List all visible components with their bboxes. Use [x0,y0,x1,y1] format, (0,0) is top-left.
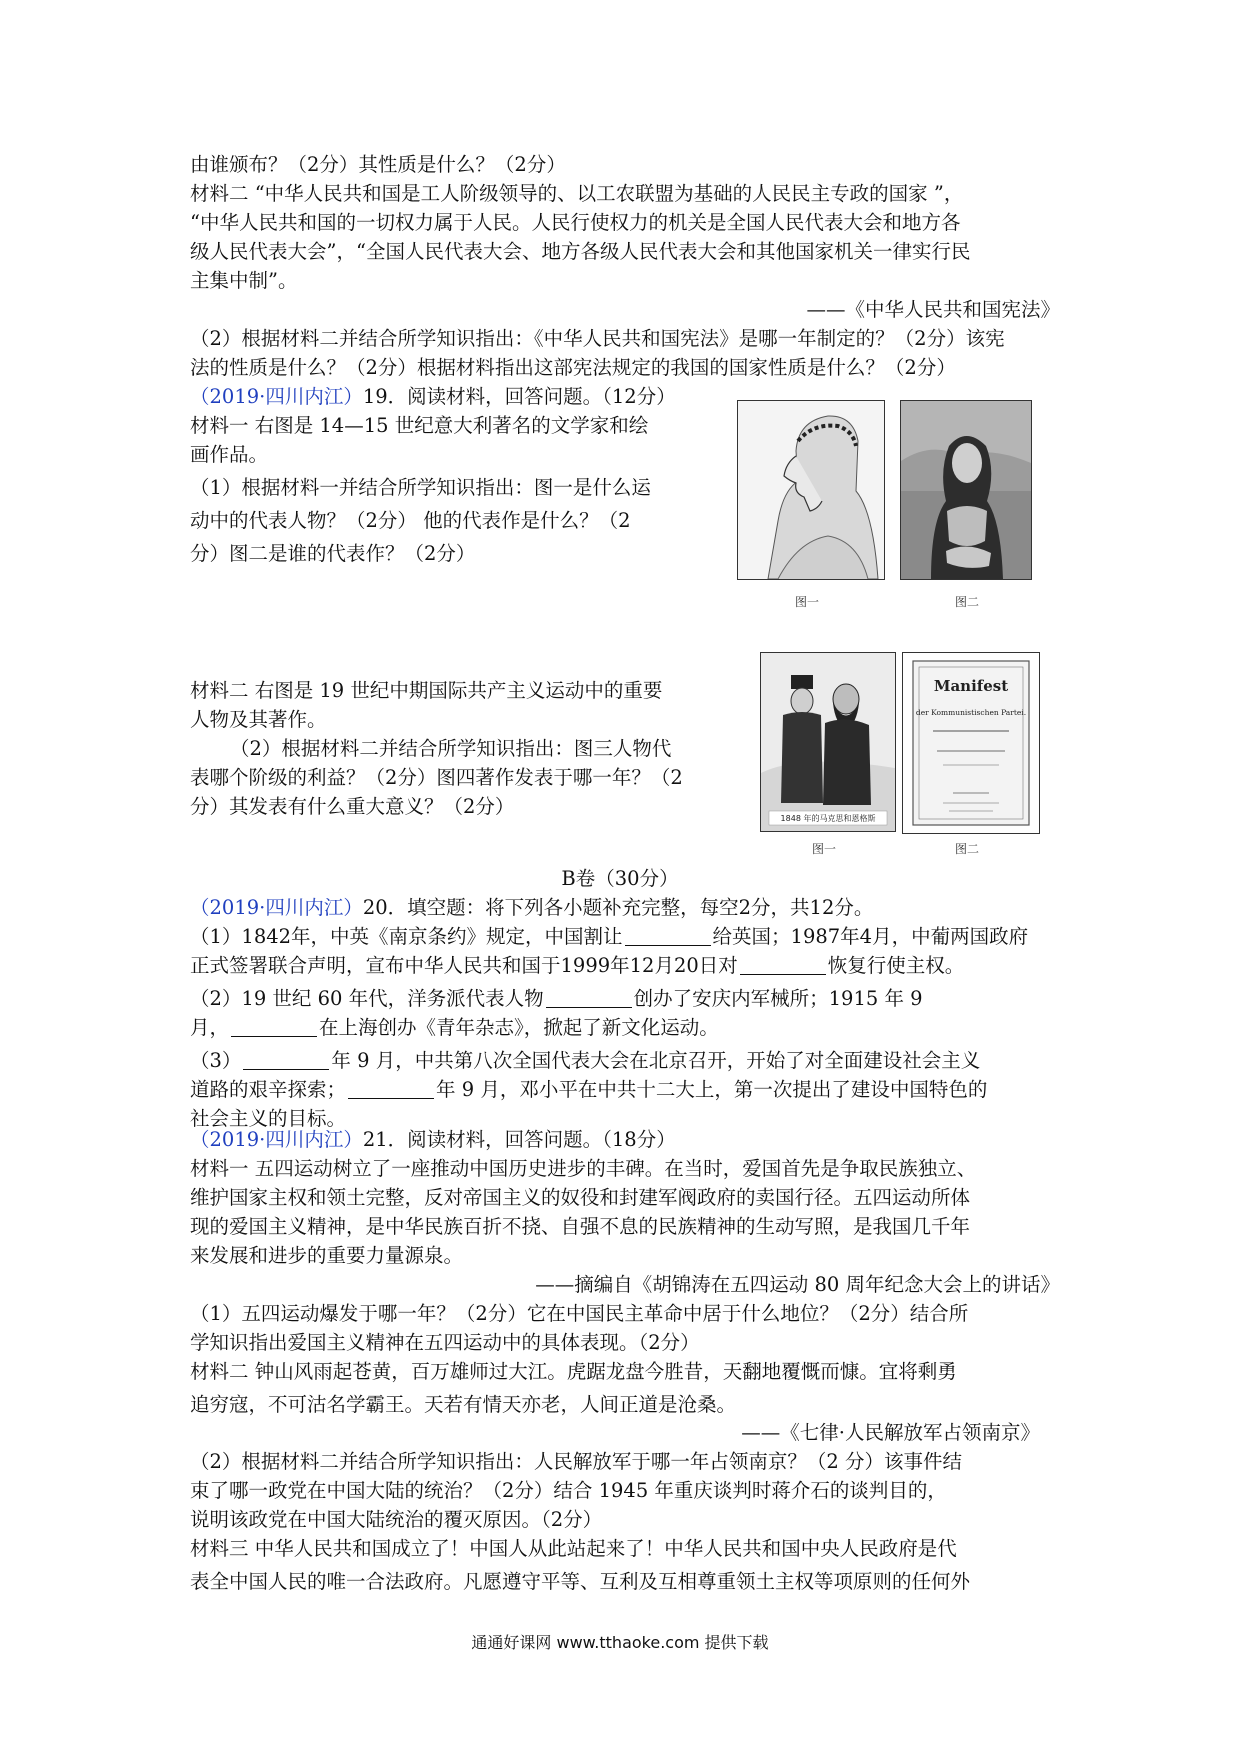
text-line: 动中的代表人物？（2分） 他的代表作是什么？（2 [190,509,631,532]
figure-caption: 图二 [955,595,980,609]
text-fragment: 道路的艰辛探索； [190,1078,347,1101]
question-source: （2019·四川内江） [190,385,363,408]
text-line: 社会主义的目标。 [190,1107,347,1130]
question-20 [190,893,1028,1133]
answer-blank[interactable] [546,987,632,1008]
text-fragment: （2）19 世纪 60 年代，洋务派代表人物 [190,987,544,1010]
text-line: 表哪个阶级的利益？（2分）图四著作发表于哪一年？（2 [190,766,683,789]
text-line: （1）根据材料一并结合所学知识指出：图一是什么运 [190,476,651,499]
text-line: 由谁颁布？（2分）其性质是什么？（2分） [190,153,566,176]
text-line: （2）根据材料二并结合所学知识指出：《中华人民共和国宪法》是哪一年制定的？（2分）该宪 [190,327,1005,350]
text-line: 分）图二是谁的代表作？（2分） [190,542,476,565]
mona-lisa-image [900,400,1032,580]
question-21-part2 [190,1447,970,1596]
dante-portrait-image [737,400,885,580]
top-section [190,150,970,295]
question-heading: 20．填空题：将下列各小题补充完整，每空2分，共12分。 [362,896,874,919]
text-line: 级人民代表大会”，“全国人民代表大会、地方各级人民代表大会和其他国家机关一律实行民 [190,240,971,263]
text-line: 现的爱国主义精神，是中华民族百折不挠、自强不息的民族精神的生动写照，是我国几千年 [190,1215,971,1238]
text-fragment: 给英国；1987年4月，中葡两国政府 [712,925,1029,948]
text-line: 法的性质是什么？（2分）根据材料指出这部宪法规定的我国的国家性质是什么？（2分） [190,356,956,379]
text-line: “中华人民共和国的一切权力属于人民。人民行使权力的机关是全国人民代表大会和地方各 [190,211,961,234]
text-line: （1）五四运动爆发于哪一年？（2分）它在中国民主革命中居于什么地位？（2分）结合所 [190,1302,969,1325]
answer-blank[interactable] [348,1078,434,1099]
figure-caption: 图二 [955,842,980,856]
text-line: 材料一 五四运动树立了一座推动中国历史进步的丰碑。在当时，爱国首先是争取民族独立、 [190,1157,977,1180]
page-footer: 通通好课网 www.tthaoke.com 提供下载 [471,1633,769,1652]
question-19 [190,382,676,568]
section-b-title: B卷（30分） [561,867,679,890]
citation: ——《七律·人民解放军占领南京》 [741,1421,1040,1444]
text-line: 表全中国人民的唯一合法政府。凡愿遵守平等、互利及互相尊重领土主权等项原则的任何外 [190,1570,971,1593]
answer-blank[interactable] [625,925,711,946]
material-2 [190,676,683,821]
text-line: 束了哪一政党在中国大陆的统治？（2分）结合 1945 年重庆谈判时蒋介石的谈判目的， [190,1479,947,1502]
text-line: 学知识指出爱国主义精神在五四运动中的具体表现。（2分） [190,1331,700,1354]
text-fragment: 恢复行使主权。 [827,954,965,977]
text-line: （2）根据材料二并结合所学知识指出：人民解放军于哪一年占领南京？（2 分）该事件结 [190,1450,963,1473]
citation: ——《中华人民共和国宪法》 [806,298,1060,321]
text-line: 追穷寇，不可沽名学霸王。天若有情天亦老，人间正道是沧桑。 [190,1393,737,1416]
marx-engels-image [760,652,896,832]
text-fragment: 在上海创办《青年杂志》，掀起了新文化运动。 [319,1016,719,1039]
text-line: 材料三 中华人民共和国成立了！中国人从此站起来了！中华人民共和国中央人民政府是代 [190,1537,957,1560]
answer-blank[interactable] [231,1016,317,1037]
text-line: 材料二 右图是 19 世纪中期国际共产主义运动中的重要 [190,679,663,702]
citation: ——摘编自《胡锦涛在五四运动 80 周年纪念大会上的讲话》 [535,1273,1060,1296]
text-fragment: （1）1842年，中英《南京条约》规定，中国割让 [190,925,623,948]
question-2 [190,324,1005,382]
communist-manifesto-image [902,652,1040,834]
text-fragment: 创办了安庆内军械所；1915 年 9 [633,987,923,1010]
question-heading: 21．阅读材料，回答问题。（18分） [362,1128,676,1151]
figure-inner-caption: 1848 年的马克思和恩格斯 [780,814,876,823]
question-21-part1 [190,1299,968,1419]
answer-blank[interactable] [740,954,826,975]
text-line: 主集中制”。 [190,269,298,292]
text-fragment: 年 9 月，邓小平在中共十二大上，第一次提出了建设中国特色的 [436,1078,988,1101]
text-line: 人物及其著作。 [190,708,327,731]
text-line: 说明该政党在中国大陆统治的覆灭原因。（2分） [190,1508,603,1531]
text-line: 材料一 右图是 14—15 世纪意大利著名的文学家和绘 [190,414,649,437]
question-heading: 19．阅读材料，回答问题。（12分） [362,385,676,408]
manifesto-title: Manifest [933,677,1009,695]
text-fragment: 年 9 月，中共第八次全国代表大会在北京召开，开始了对全面建设社会主义 [331,1049,981,1072]
text-fragment: 月， [190,1016,230,1039]
answer-blank[interactable] [243,1049,329,1070]
text-line: 材料二 钟山风雨起苍黄，百万雄师过大江。虎踞龙盘今胜昔，天翻地覆慨而慷。宜将剩勇 [190,1360,957,1383]
text-line: 来发展和进步的重要力量源泉。 [190,1244,464,1267]
question-source: （2019·四川内江） [190,1128,363,1151]
figure-caption: 图一 [812,842,837,856]
text-fragment: 正式签署联合声明，宣布中华人民共和国于1999年12月20日对 [190,954,738,977]
manifesto-subtitle: der Kommunistischen Partei. [915,708,1027,717]
text-line: 画作品。 [190,443,269,466]
question-source: （2019·四川内江） [190,896,363,919]
figure-caption: 图一 [795,595,820,609]
text-line: 材料二 “中华人民共和国是工人阶级领导的、以工农联盟为基础的人民民主专政的国家 ”， [190,182,964,205]
text-line: 分）其发表有什么重大意义？（2分） [190,795,515,818]
text-fragment: （3） [190,1049,242,1072]
question-21 [190,1125,976,1270]
text-line: 维护国家主权和领土完整，反对帝国主义的奴役和封建军阀政府的卖国行径。五四运动所体 [190,1186,971,1209]
text-line: （2）根据材料二并结合所学知识指出：图三人物代 [230,737,672,760]
